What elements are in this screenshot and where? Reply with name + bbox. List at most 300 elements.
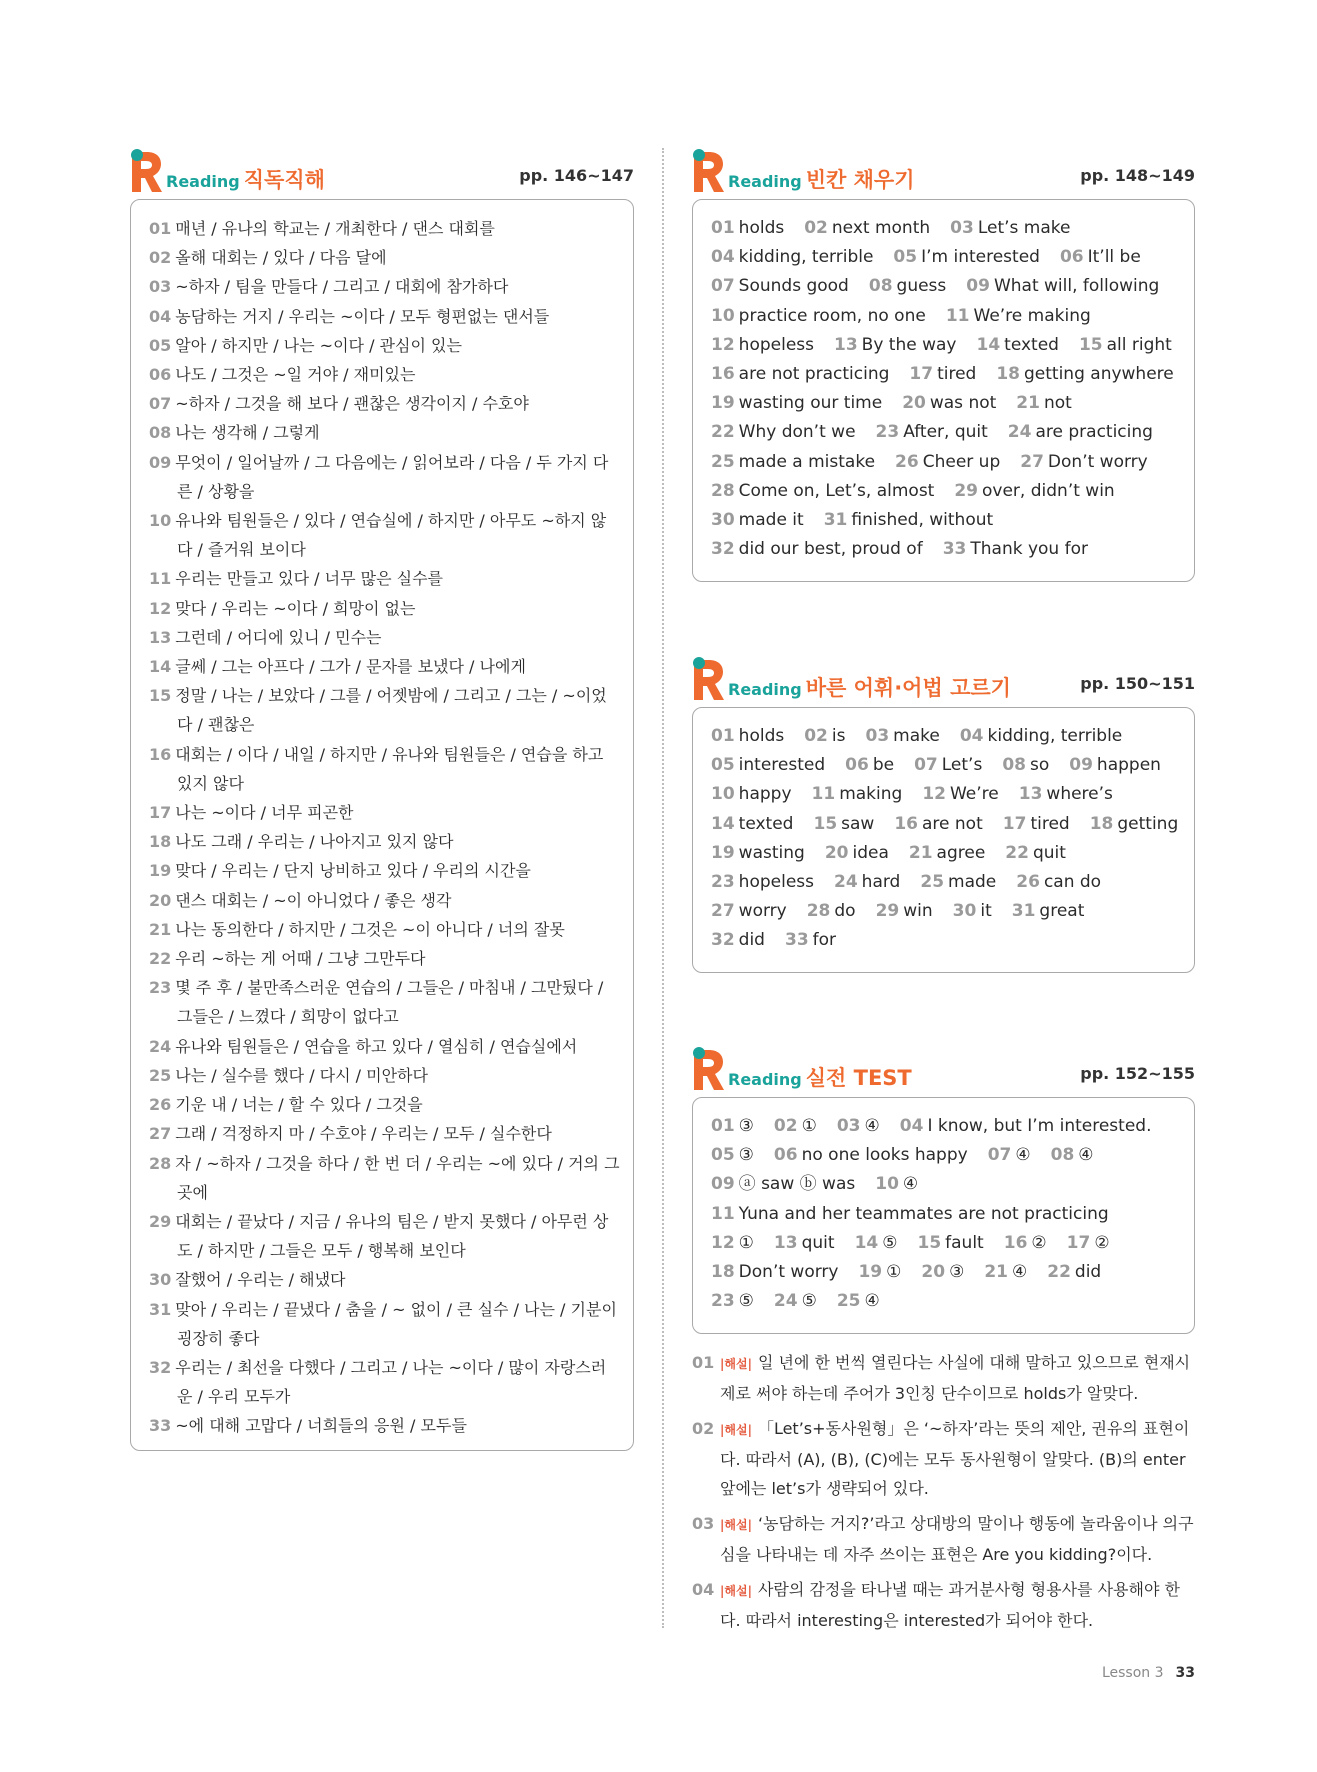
answer-text: Let’s: [941, 755, 983, 776]
list-item: [149, 1061, 621, 1090]
item-text: 글쎄 / 그는 아프다 / 그가 / 문자를 보냈다 / 나에게: [175, 657, 526, 677]
answer-number: 22: [711, 422, 735, 443]
answer-cell: [711, 452, 875, 472]
list-item: [149, 827, 621, 856]
item-text: 자 / ~하자 / 그것을 하다 / 한 번 더 / 우리는 ~에 있다 / 거의 그곳에: [175, 1153, 620, 1202]
list-item: [149, 652, 621, 681]
list-item: [149, 331, 621, 360]
explanation-item: [692, 1414, 1195, 1503]
answer-number: 23: [711, 1291, 735, 1312]
answer-number: 14: [711, 813, 735, 834]
item-number: 11: [149, 569, 172, 589]
answer-cell: [1016, 872, 1101, 892]
answer-cell: [824, 510, 993, 530]
answer-text: finished, without: [851, 510, 994, 531]
answer-number: 27: [1020, 451, 1044, 472]
answer-number: 24: [773, 1291, 798, 1312]
answer-cell: [1069, 755, 1161, 775]
answer-row: [711, 1112, 1182, 1141]
explanation-text: 「Let’s+동사원형」은 ‘~하자’라는 뜻의 제안, 권유의 표현이다. 따라서 (A), (B), (C)에는 모두 동사원형이 알맞다. (B)의 enter 앞에는 let’s가 생략되어 있다.: [720, 1419, 1190, 1498]
answer-number: 02: [804, 218, 828, 238]
answer-text: Yuna and her teammates are not practicing: [738, 1203, 1109, 1224]
answer-cell: [876, 901, 933, 921]
item-number: 20: [149, 890, 172, 910]
answer-cell: [950, 218, 1070, 238]
answer-cell: [845, 755, 894, 775]
answer-number: 27: [711, 901, 735, 922]
answer-cell: [943, 539, 1088, 559]
answer-text: ④: [864, 1291, 880, 1312]
answer-number: 13: [1018, 784, 1043, 805]
explanation-item: [692, 1509, 1195, 1569]
answer-number: 11: [711, 1203, 735, 1224]
answer-text: it: [980, 901, 992, 922]
answer-number: 32: [711, 539, 735, 560]
translation-box: [130, 199, 634, 1451]
answer-text: ⑤: [738, 1291, 754, 1312]
answer-cell: [1060, 247, 1141, 267]
answer-number: 24: [1007, 422, 1032, 443]
answer-number: 03: [836, 1116, 861, 1136]
list-item: [149, 272, 621, 301]
blank-answer-box: [692, 199, 1195, 582]
answer-cell: [1004, 1233, 1047, 1253]
answer-cell: [711, 726, 784, 746]
section-title: Reading 직독직해: [166, 168, 325, 192]
answer-row: [711, 302, 1182, 331]
answer-number: 08: [1050, 1145, 1075, 1166]
answer-cell: [984, 1262, 1027, 1282]
answer-row: [711, 780, 1182, 809]
right-column: [692, 148, 1195, 1641]
item-text: ~에 대해 고맙다 / 너희들의 응원 / 모두들: [175, 1416, 467, 1436]
answer-cell: [921, 1262, 964, 1282]
answer-row: [711, 243, 1182, 272]
answer-cell: [1002, 755, 1049, 775]
left-column: [130, 148, 634, 1451]
answer-cell: [954, 481, 1114, 501]
item-text: 몇 주 후 / 불만족스러운 연습의 / 그들은 / 마침내 / 그만뒀다 / 그들은 / 느꼈다 / 희망이 없다고: [175, 978, 604, 1027]
footer-lesson: Lesson 3: [1101, 1665, 1164, 1681]
item-text: 나는 동의한다 / 하지만 / 그것은 ~이 아니다 / 너의 잘못: [175, 919, 565, 939]
answer-row: [711, 272, 1182, 301]
answer-number: 16: [711, 364, 735, 385]
list-item: [149, 681, 621, 739]
answer-text: ⓐ saw ⓑ was: [738, 1174, 856, 1195]
answer-text: was not: [929, 393, 997, 414]
list-item: [149, 1032, 621, 1061]
answer-number: 02: [804, 726, 828, 746]
answer-text: I know, but I’m interested.: [927, 1116, 1152, 1136]
answer-cell: [1016, 393, 1072, 413]
section-header-test: [692, 1046, 1195, 1092]
item-text: 유나와 팀원들은 / 있다 / 연습실에 / 하지만 / 아무도 ~하지 않다 / 즐거워 보이다: [175, 511, 607, 560]
item-number: 29: [149, 1211, 172, 1231]
answer-cell: [946, 306, 1091, 326]
answer-text: are practicing: [1035, 422, 1153, 443]
vocab-section: [692, 656, 1195, 973]
answer-text: tired: [937, 364, 977, 385]
item-text: 대회는 / 끝났다 / 지금 / 유나의 팀은 / 받지 못했다 / 아무런 상도 / 하지만 / 그들은 모두 / 행복해 보인다: [175, 1211, 609, 1261]
answer-cell: [1079, 335, 1172, 355]
answer-number: 01: [711, 1116, 735, 1136]
list-item: [149, 1119, 621, 1148]
answer-number: 23: [711, 872, 735, 893]
answer-number: 03: [865, 726, 890, 746]
answer-number: 18: [996, 364, 1020, 385]
item-text: 농담하는 거지 / 우리는 ~이다 / 모두 형편없는 댄서들: [175, 306, 550, 326]
answer-number: 12: [711, 1232, 735, 1253]
answer-number: 08: [868, 276, 893, 297]
item-number: 30: [149, 1270, 172, 1290]
item-text: 맞다 / 우리는 / 단지 낭비하고 있다 / 우리의 시간을: [175, 861, 531, 881]
item-number: 28: [149, 1153, 172, 1173]
answer-number: 18: [711, 1262, 735, 1283]
answer-cell: [812, 784, 903, 804]
answer-number: 18: [1089, 813, 1114, 834]
answer-row: [711, 868, 1182, 897]
answer-text: Let’s make: [977, 218, 1071, 238]
answer-text: hard: [861, 872, 901, 893]
answer-cell: [774, 1116, 817, 1136]
answer-cell: [711, 1262, 838, 1282]
answer-text: Why don’t we: [738, 422, 856, 443]
item-number: 14: [149, 657, 172, 677]
list-item: [149, 243, 621, 272]
reading-r-logo-icon: [130, 148, 164, 192]
answer-text: great: [1039, 901, 1085, 922]
item-number: 17: [149, 803, 172, 823]
answer-number: 15: [1078, 334, 1103, 355]
answer-number: 06: [1059, 247, 1084, 268]
item-text: 알아 / 하지만 / 나는 ~이다 / 관심이 있는: [175, 335, 462, 355]
answer-cell: [900, 1116, 1152, 1136]
answer-text: wasting our time: [738, 393, 883, 414]
item-number: 01: [149, 219, 172, 238]
answer-cell: [917, 1233, 983, 1253]
item-text: 나는 ~이다 / 너무 피곤한: [175, 803, 354, 823]
list-item: [149, 944, 621, 973]
answer-text: ④: [1078, 1145, 1094, 1166]
answer-cell: [711, 335, 814, 355]
item-number: 05: [149, 335, 172, 355]
section-pages: pp. 148~149: [1080, 166, 1195, 185]
answer-number: 05: [711, 755, 735, 776]
answer-number: 05: [711, 1145, 735, 1166]
answer-cell: [855, 1233, 898, 1253]
answer-number: 22: [1005, 842, 1029, 863]
answer-cell: [804, 726, 845, 746]
answer-text: Come on, Let’s, almost: [738, 480, 935, 501]
answer-text: next month: [831, 218, 931, 238]
explanation-list: [692, 1348, 1195, 1635]
answer-number: 04: [959, 726, 984, 746]
answer-number: 31: [1011, 901, 1036, 922]
item-number: 27: [149, 1124, 172, 1144]
answer-text: made it: [738, 510, 804, 531]
answer-text: Thank you for: [970, 539, 1088, 560]
answer-cell: [875, 1174, 918, 1194]
answer-text: ①: [738, 1232, 754, 1253]
answer-text: ⑤: [801, 1291, 817, 1312]
list-item: [149, 856, 621, 885]
reading-r-logo-icon: [692, 1046, 726, 1090]
answer-cell: [774, 1145, 968, 1165]
section-header-vocab: [692, 656, 1195, 702]
explanation-item: [692, 1348, 1195, 1408]
answer-text: I’m interested: [921, 247, 1040, 268]
answer-number: 03: [950, 218, 974, 238]
answer-text: for: [812, 930, 837, 951]
answer-cell: [1051, 1145, 1094, 1165]
answer-number: 25: [920, 872, 945, 893]
item-text: ~하자 / 팀을 만들다 / 그리고 / 대회에 참가하다: [175, 277, 509, 297]
answer-cell: [711, 422, 856, 442]
answer-number: 19: [858, 1262, 883, 1283]
answer-number: 05: [893, 247, 918, 268]
explanation-tag: |해설|: [720, 1357, 752, 1371]
answer-row: [711, 360, 1182, 389]
answer-text: holds: [738, 218, 785, 238]
item-number: 13: [149, 627, 172, 647]
list-item: [149, 1090, 621, 1119]
explanation-number: 03: [692, 1514, 715, 1533]
answer-row: [711, 1229, 1182, 1258]
answer-text: texted: [738, 813, 794, 834]
answer-cell: [785, 930, 836, 950]
answer-text: idea: [852, 842, 889, 863]
answer-text: is: [831, 726, 846, 746]
item-number: 26: [149, 1095, 172, 1115]
answer-cell: [711, 930, 765, 950]
answer-text: Don’t worry: [1047, 451, 1148, 472]
answer-number: 09: [711, 1174, 735, 1195]
item-text: 대회는 / 이다 / 내일 / 하지만 / 유나와 팀원들은 / 연습을 하고 있지 않다: [175, 744, 604, 793]
answer-cell: [813, 814, 874, 834]
item-number: 32: [149, 1357, 172, 1377]
answer-cell: [834, 872, 900, 892]
explanation-text: 사람의 감정을 타나낼 때는 과거분사형 형용사를 사용해야 한다. 따라서 interesting은 interested가 되어야 한다.: [720, 1580, 1180, 1630]
item-text: 나도 그래 / 우리는 / 나아지고 있지 않다: [175, 832, 454, 852]
answer-number: 10: [711, 784, 735, 805]
item-number: 16: [149, 744, 172, 764]
answer-text: be: [872, 755, 895, 776]
item-number: 10: [149, 511, 172, 531]
answer-text: agree: [936, 842, 986, 863]
list-item: [149, 594, 621, 623]
answer-number: 20: [902, 393, 926, 414]
answer-row: [711, 448, 1182, 477]
answer-cell: [865, 726, 939, 746]
answer-number: 13: [773, 1232, 798, 1253]
answer-number: 26: [1016, 872, 1040, 893]
answer-number: 33: [784, 930, 809, 951]
item-number: 09: [149, 452, 172, 472]
answer-number: 17: [1066, 1232, 1091, 1253]
answer-number: 17: [909, 364, 934, 385]
answer-cell: [894, 814, 982, 834]
answer-text: so: [1029, 755, 1050, 776]
answer-text: quit: [1032, 842, 1066, 863]
column-divider: [662, 148, 664, 1628]
list-item: [149, 1295, 621, 1353]
answer-cell: [909, 843, 985, 863]
answer-text: getting anywhere: [1024, 364, 1174, 385]
section-title: Reading 실전 TEST: [728, 1066, 912, 1090]
answer-text: We’re: [949, 784, 999, 805]
list-item: [149, 1353, 621, 1411]
answer-cell: [996, 364, 1173, 384]
answer-text: ②: [1031, 1232, 1047, 1253]
answer-text: all right: [1106, 334, 1172, 355]
list-item: [149, 915, 621, 944]
page-number: 33: [1175, 1665, 1195, 1681]
answer-row: [711, 751, 1182, 780]
answer-text: ①: [886, 1262, 902, 1283]
answer-number: 31: [823, 510, 848, 531]
answer-text: wasting: [738, 842, 805, 863]
answer-cell: [711, 1233, 754, 1253]
answer-number: 15: [813, 813, 838, 834]
answer-number: 25: [836, 1291, 861, 1312]
item-text: 나는 생각해 / 그렇게: [175, 423, 320, 443]
reading-r-logo-icon: [692, 656, 726, 700]
answer-number: 07: [914, 755, 938, 776]
answer-number: 28: [711, 480, 735, 501]
answer-cell: [876, 422, 988, 442]
answer-text: ⑤: [882, 1232, 898, 1253]
answer-text: where’s: [1046, 784, 1113, 805]
list-item: [149, 1207, 621, 1265]
answer-cell: [1008, 422, 1153, 442]
answer-text: fault: [945, 1232, 984, 1253]
answer-text: happy: [738, 784, 792, 805]
section-pages: pp. 152~155: [1080, 1064, 1195, 1083]
answer-cell: [711, 843, 805, 863]
explanation-text: ‘농담하는 거지?’라고 상대방의 말이나 행동에 놀라움이나 의구심을 나타내는 데 자주 쓰이는 표현은 Are you kidding?이다.: [720, 1514, 1194, 1564]
answer-text: made: [948, 872, 997, 893]
item-number: 24: [149, 1036, 172, 1056]
item-text: 우리 ~하는 게 어때 / 그냥 그만두다: [175, 949, 426, 969]
answer-cell: [711, 510, 804, 530]
answer-number: 04: [711, 247, 735, 268]
answer-text: worry: [738, 901, 787, 922]
answer-cell: [711, 1291, 754, 1311]
answer-number: 04: [899, 1116, 924, 1136]
answer-number: 29: [875, 901, 900, 922]
answer-cell: [711, 901, 787, 921]
answer-row: [711, 418, 1182, 447]
explanation-number: 02: [692, 1419, 715, 1438]
answer-text: make: [893, 726, 940, 746]
answer-row: [711, 926, 1182, 955]
answer-cell: [922, 784, 998, 804]
list-item: [149, 973, 621, 1031]
answer-cell: [711, 872, 814, 892]
answer-number: 29: [954, 480, 979, 501]
answer-number: 01: [711, 218, 735, 238]
item-number: 18: [149, 832, 172, 852]
answer-text: did: [1074, 1262, 1102, 1283]
answer-text: kidding, terrible: [738, 247, 874, 268]
answer-cell: [711, 393, 882, 413]
answer-row: [711, 810, 1182, 839]
answer-number: 12: [711, 334, 735, 355]
list-item: [149, 740, 621, 798]
answer-cell: [711, 306, 926, 326]
answer-text: did our best, proud of: [738, 539, 923, 560]
answer-cell: [711, 755, 825, 775]
explanation-tag: |해설|: [720, 1423, 752, 1437]
answer-row: [711, 1141, 1182, 1170]
item-number: 12: [149, 598, 172, 618]
answer-number: 24: [834, 872, 858, 893]
answer-number: 09: [1069, 755, 1093, 776]
answer-number: 26: [895, 451, 919, 472]
answer-cell: [960, 726, 1122, 746]
answer-number: 16: [1003, 1232, 1028, 1253]
item-text: 맞다 / 우리는 ~이다 / 희망이 없는: [175, 598, 416, 618]
explanation-tag: |해설|: [720, 1518, 752, 1532]
answer-number: 21: [984, 1262, 1008, 1283]
answer-row: [711, 897, 1182, 926]
answer-row: [711, 506, 1182, 535]
item-text: 우리는 만들고 있다 / 너무 많은 실수를: [175, 569, 444, 589]
answer-text: over, didn’t win: [982, 480, 1115, 501]
answer-cell: [711, 364, 889, 384]
item-text: 나는 / 실수를 했다 / 다시 / 미안하다: [175, 1065, 428, 1085]
item-number: 21: [149, 919, 172, 939]
answer-number: 20: [921, 1262, 946, 1283]
answer-text: hopeless: [738, 334, 814, 355]
answer-row: [711, 389, 1182, 418]
answer-text: ④: [1015, 1145, 1031, 1166]
item-number: 23: [149, 978, 172, 998]
answer-number: 30: [952, 901, 977, 922]
item-number: 22: [149, 949, 172, 969]
answer-cell: [804, 218, 930, 238]
answer-text: hopeless: [738, 872, 814, 893]
answer-cell: [711, 784, 792, 804]
answer-row: [711, 722, 1182, 751]
answer-number: 21: [908, 842, 933, 863]
answer-number: 07: [987, 1145, 1012, 1166]
answer-text: ④: [902, 1174, 919, 1195]
answer-cell: [920, 872, 996, 892]
explanation-tag: |해설|: [720, 1584, 752, 1598]
answer-cell: [953, 901, 992, 921]
item-text: 정말 / 나는 / 보았다 / 그를 / 어젯밤에 / 그리고 / 그는 / ~이었다 / 괜찮은: [175, 686, 607, 735]
list-item: [149, 418, 621, 447]
item-number: 08: [149, 423, 172, 443]
answer-cell: [807, 901, 856, 921]
answer-cell: [914, 755, 982, 775]
answer-cell: [837, 1116, 880, 1136]
answer-cell: [711, 1116, 754, 1136]
list-item: [149, 798, 621, 827]
answer-cell: [893, 247, 1040, 267]
answer-number: 02: [773, 1116, 798, 1136]
answer-row: [711, 1258, 1182, 1287]
answer-text: tired: [1030, 813, 1070, 834]
answer-cell: [825, 843, 889, 863]
reading-r-logo-icon: [692, 148, 726, 192]
answer-cell: [1067, 1233, 1110, 1253]
item-number: 07: [149, 394, 172, 414]
page-footer: [1102, 1665, 1195, 1681]
item-number: 03: [149, 277, 172, 297]
answer-number: 20: [824, 842, 849, 863]
